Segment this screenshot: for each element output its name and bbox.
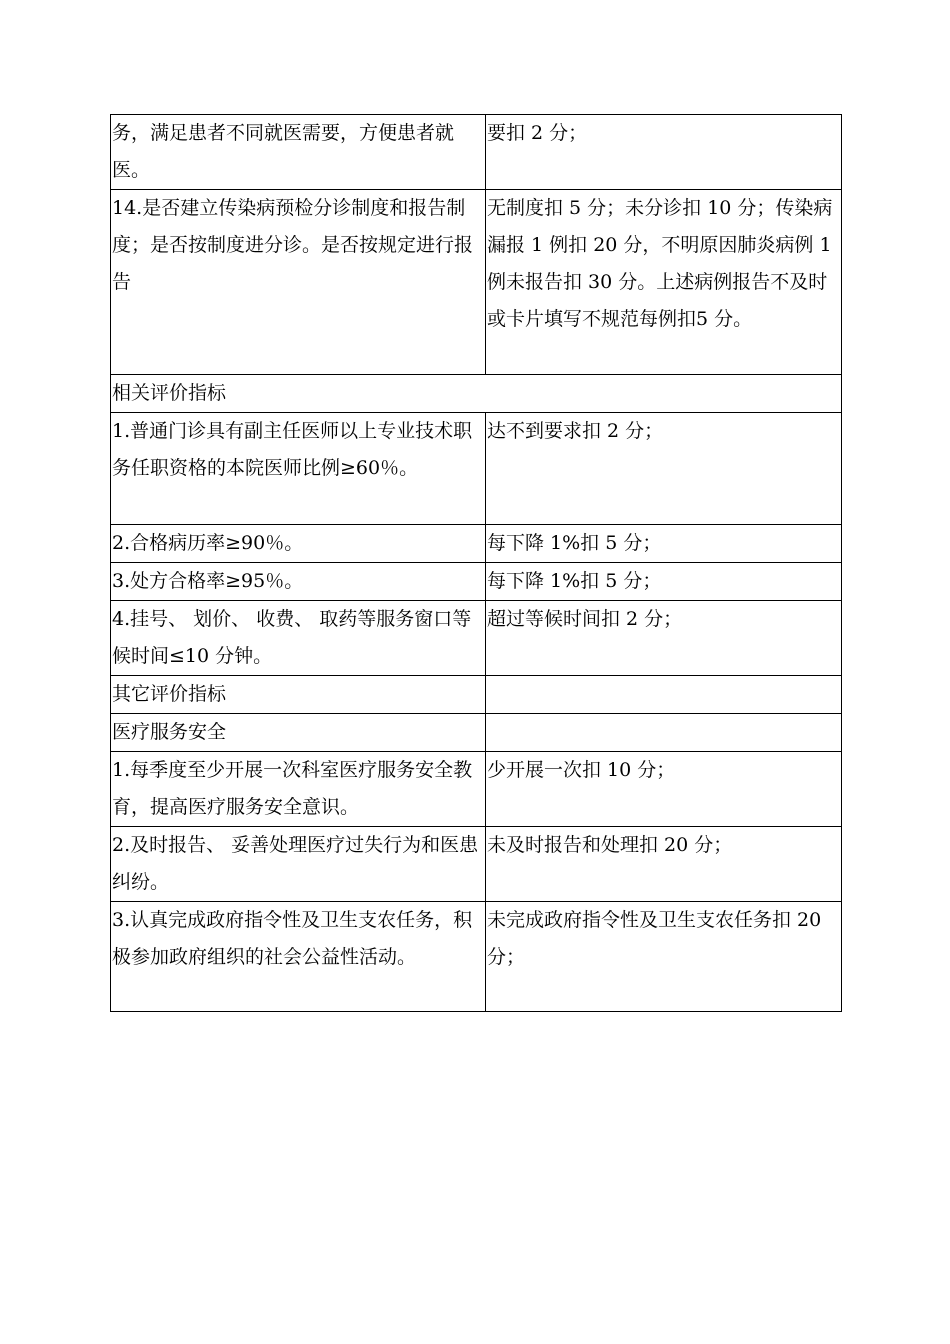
table-row [111,525,842,563]
deduction-cell: 少开展一次扣 10 分； [486,752,842,827]
table-row [111,902,842,1012]
table-row [111,601,842,676]
section-heading: 相关评价指标 [111,375,842,413]
table-row [111,752,842,827]
deduction-cell: 未及时报告和处理扣 20 分； [486,827,842,902]
deduction-cell: 每下降 1%扣 5 分； [486,525,842,563]
deduction-cell: 每下降 1%扣 5 分； [486,563,842,601]
deduction-cell: 达不到要求扣 2 分； [486,413,842,525]
criterion-cell: 3.认真完成政府指令性及卫生支农任务，积极参加政府组织的社会公益性活动。 [111,902,486,1012]
table-row [111,676,842,714]
deduction-cell [486,714,842,752]
deduction-cell: 未完成政府指令性及卫生支农任务扣 20 分； [486,902,842,1012]
table-row [111,115,842,190]
criterion-cell: 14.是否建立传染病预检分诊制度和报告制度；是否按制度进分诊。是否按规定进行报告 [111,190,486,375]
criterion-cell: 医疗服务安全 [111,714,486,752]
criterion-cell: 务，满足患者不同就医需要，方便患者就医。 [111,115,486,190]
section-row [111,375,842,413]
table-row [111,714,842,752]
deduction-cell: 要扣 2 分； [486,115,842,190]
criterion-cell: 2.及时报告、 妥善处理医疗过失行为和医患纠纷。 [111,827,486,902]
criterion-cell: 2.合格病历率≥90％。 [111,525,486,563]
deduction-cell: 超过等候时间扣 2 分； [486,601,842,676]
deduction-cell [486,676,842,714]
criterion-cell: 其它评价指标 [111,676,486,714]
criterion-cell: 1.每季度至少开展一次科室医疗服务安全教育，提高医疗服务安全意识。 [111,752,486,827]
deduction-cell: 无制度扣 5 分；未分诊扣 10 分；传染病漏报 1 例扣 20 分，不明原因肺炎病例 1 例未报告扣 30 分。上述病例报告不及时或卡片填写不规范每例扣5 分。 [486,190,842,375]
table-row [111,827,842,902]
criterion-cell: 1.普通门诊具有副主任医师以上专业技术职务任职资格的本院医师比例≥60％。 [111,413,486,525]
table-row [111,563,842,601]
criterion-cell: 4.挂号、 划价、 收费、 取药等服务窗口等候时间≤10 分钟。 [111,601,486,676]
evaluation-table [110,114,842,1012]
table-row [111,413,842,525]
criterion-cell: 3.处方合格率≥95％。 [111,563,486,601]
table-row [111,190,842,375]
